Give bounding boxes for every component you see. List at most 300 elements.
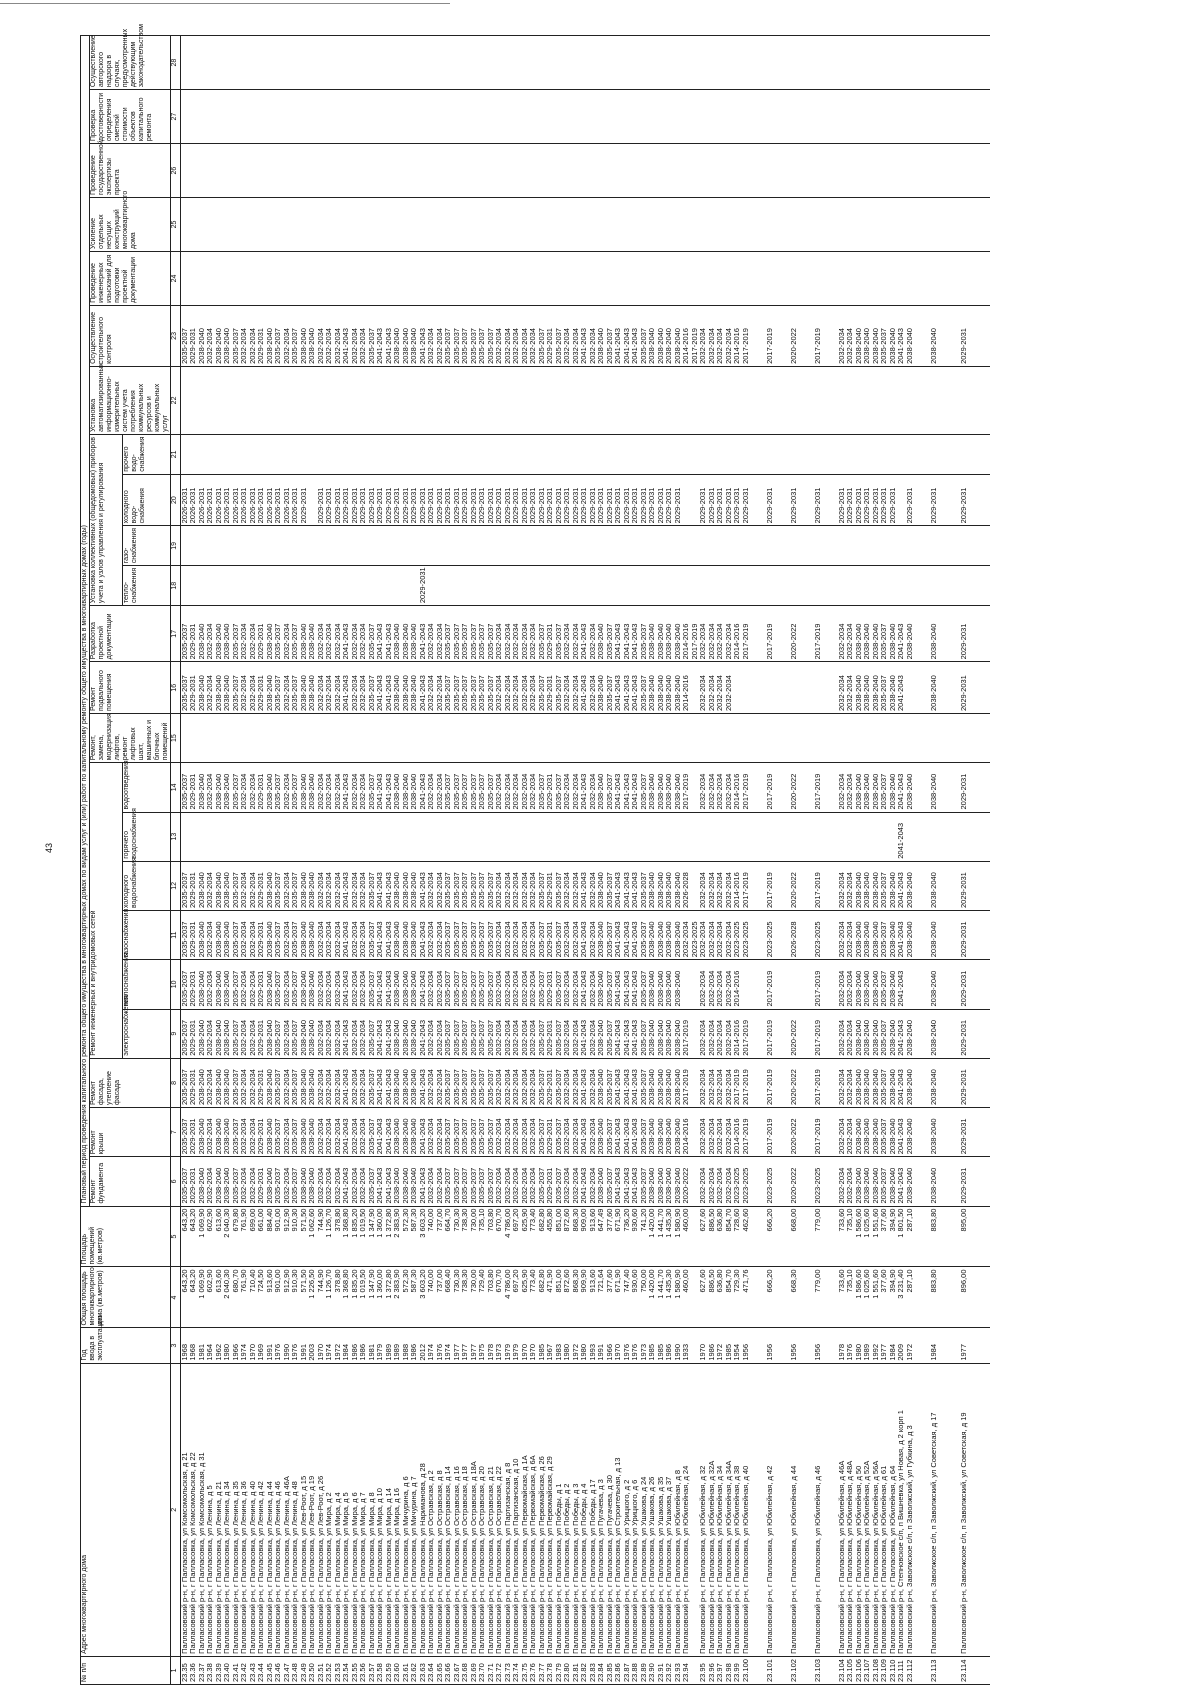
- cell-c9: 2038-2040: [930, 1009, 960, 1058]
- cell-c9: 2035-2037: [478, 1009, 487, 1058]
- cell-c23: 2041-2043: [631, 305, 640, 366]
- cell-a: 287,10: [906, 1267, 930, 1328]
- cell-c18: [266, 566, 275, 606]
- cell-c26: [240, 144, 249, 198]
- cell-c22: [385, 366, 394, 434]
- cell-c22: [725, 366, 734, 434]
- cell-c16: 2029-2031: [546, 662, 555, 714]
- cell-a: 636,80: [716, 1267, 725, 1328]
- cell-c13: [733, 812, 742, 861]
- cell-c17: 2035-2037: [453, 606, 462, 662]
- cell-c17: 2035-2037: [478, 606, 487, 662]
- cell-c25: [427, 198, 436, 252]
- cell-r: 587,30: [410, 1206, 419, 1267]
- cell-n: 23.39: [215, 1656, 224, 1684]
- cell-c27: [623, 90, 632, 144]
- cell-c6: 2023-2025: [733, 1157, 742, 1206]
- cell-c17: 2017-2019: [814, 606, 838, 662]
- cell-c28: [300, 36, 309, 90]
- cell-c8: 2017-2019: [733, 1058, 742, 1107]
- cell-c22: [487, 366, 496, 434]
- cell-c21: [640, 434, 649, 474]
- cell-c24: [368, 251, 377, 305]
- cell-c22: [308, 366, 317, 434]
- cell-c27: [742, 90, 766, 144]
- cell-c18: [478, 566, 487, 606]
- cell-c28: [180, 36, 189, 90]
- cell-c25: [716, 198, 725, 252]
- cell-c21: [257, 434, 266, 474]
- cell-addr: Палласовский р-н, г Палласовка, ул Ленина, д 34: [223, 1363, 232, 1656]
- cell-c26: [665, 144, 674, 198]
- table-row: [283, 36, 292, 1685]
- cell-y: 1966: [232, 1328, 241, 1363]
- cell-c24: [274, 251, 283, 305]
- cell-c24: [889, 251, 898, 305]
- header-meter-gas: газо-снабжения: [122, 526, 170, 566]
- column-number: 26: [171, 144, 181, 198]
- cell-c13: [189, 812, 198, 861]
- cell-c28: [470, 36, 479, 90]
- cell-c10: 2035-2037: [274, 960, 283, 1009]
- cell-c20: 2029-2031: [631, 474, 640, 526]
- cell-c17: 2038-2040: [215, 606, 224, 662]
- cell-c21: [674, 434, 683, 474]
- cell-a: 627,60: [699, 1267, 708, 1328]
- cell-addr: Палласовский р-н, г Палласовка, ул Юбилейная, д 44: [790, 1363, 814, 1656]
- cell-c26: [376, 144, 385, 198]
- cell-y: 1970: [529, 1328, 538, 1363]
- cell-c17: 2035-2037: [444, 606, 453, 662]
- cell-c11: 2029-2031: [546, 911, 555, 960]
- cell-c25: [742, 198, 766, 252]
- cell-c9: 2035-2037: [291, 1009, 300, 1058]
- cell-c25: [300, 198, 309, 252]
- cell-c15: [725, 714, 734, 763]
- cell-c8: 2035-2037: [640, 1058, 649, 1107]
- cell-c13: [572, 812, 581, 861]
- header-meter-cold: холодного водо-снабжения: [122, 474, 170, 526]
- cell-c19: [453, 526, 462, 566]
- cell-c26: [814, 144, 838, 198]
- cell-c10: 2032-2034: [249, 960, 258, 1009]
- cell-c15: [674, 714, 683, 763]
- cell-c9: 2038-2040: [215, 1009, 224, 1058]
- cell-c17: 2035-2037: [538, 606, 547, 662]
- cell-c16: 2032-2034: [589, 662, 598, 714]
- cell-n: 23.59: [385, 1656, 394, 1684]
- cell-c15: [716, 714, 725, 763]
- cell-c25: [180, 198, 189, 252]
- cell-y: 1993: [589, 1328, 598, 1363]
- cell-c8: 2035-2037: [232, 1058, 241, 1107]
- cell-c18: [215, 566, 224, 606]
- cell-c15: [206, 714, 215, 763]
- cell-c23: 2032-2034: [504, 305, 513, 366]
- cell-a: 1 551,60: [872, 1267, 881, 1328]
- cell-c22: [470, 366, 479, 434]
- cell-c12: 2038-2040: [674, 861, 683, 910]
- cell-c13: [325, 812, 334, 861]
- cell-c6: 2038-2040: [657, 1157, 666, 1206]
- cell-y: 1979: [376, 1328, 385, 1363]
- cell-c12: 2038-2040: [300, 861, 309, 910]
- cell-c25: [790, 198, 814, 252]
- cell-c22: [766, 366, 790, 434]
- cell-c11: 2035-2037: [453, 911, 462, 960]
- cell-c10: 2032-2034: [359, 960, 368, 1009]
- cell-c26: [215, 144, 224, 198]
- cell-c28: [766, 36, 790, 90]
- cell-c8: 2038-2040: [889, 1058, 898, 1107]
- cell-r: 741,20: [640, 1206, 649, 1267]
- cell-r: 636,80: [716, 1206, 725, 1267]
- cell-c15: [606, 714, 615, 763]
- cell-c23: 2035-2037: [232, 305, 241, 366]
- cell-c28: [572, 36, 581, 90]
- cell-c28: [232, 36, 241, 90]
- cell-c10: 2032-2034: [495, 960, 504, 1009]
- table-row: [614, 36, 623, 1685]
- cell-n: 23.45: [266, 1656, 275, 1684]
- cell-c6: 2032-2034: [563, 1157, 572, 1206]
- cell-c24: [504, 251, 513, 305]
- cell-c6: 2035-2037: [538, 1157, 547, 1206]
- cell-c6: 2035-2037: [880, 1157, 889, 1206]
- cell-c16: 2032-2034: [699, 662, 708, 714]
- cell-c13: [597, 812, 606, 861]
- cell-c24: [342, 251, 351, 305]
- cell-c23: 2014-2016: [733, 305, 742, 366]
- cell-c19: [385, 526, 394, 566]
- cell-c22: [597, 366, 606, 434]
- cell-c25: [682, 198, 691, 252]
- cell-addr: Палласовский р-н, г Палласовка, ул Юбилейная, д 61: [880, 1363, 889, 1656]
- cell-addr: Палласовский р-н, г Палласовка, ул Юбилейная, д 52А: [863, 1363, 872, 1656]
- cell-c14: 2038-2040: [300, 763, 309, 812]
- cell-r: 1 126,70: [325, 1206, 334, 1267]
- cell-c12: 2038-2040: [665, 861, 674, 910]
- cell-c21: [291, 434, 300, 474]
- cell-c22: [814, 366, 838, 434]
- cell-c16: 2032-2034: [351, 662, 360, 714]
- cell-c19: [580, 526, 589, 566]
- cell-n: 23.63: [419, 1656, 428, 1684]
- cell-c24: [444, 251, 453, 305]
- cell-c23: 2038-2040: [855, 305, 864, 366]
- cell-c12: 2032-2034: [699, 861, 708, 910]
- cell-c20: 2026-2031: [240, 474, 249, 526]
- cell-c28: [512, 36, 521, 90]
- cell-c19: [855, 526, 864, 566]
- cell-c10: 2041-2043: [580, 960, 589, 1009]
- cell-c15: [872, 714, 881, 763]
- cell-c14: 2032-2034: [563, 763, 572, 812]
- cell-y: 1974: [325, 1328, 334, 1363]
- cell-c22: [215, 366, 224, 434]
- cell-addr: Палласовский р-н, г Палласовка, ул Юбилейная, д 46: [814, 1363, 838, 1656]
- cell-c12: 2038-2040: [410, 861, 419, 910]
- cell-c24: [495, 251, 504, 305]
- cell-c19: [359, 526, 368, 566]
- cell-c7: 2035-2037: [880, 1108, 889, 1157]
- cell-c15: [240, 714, 249, 763]
- cell-c8: 2035-2037: [478, 1058, 487, 1107]
- cell-c6: 2020-2022: [790, 1157, 814, 1206]
- cell-c9: 2041-2043: [419, 1009, 428, 1058]
- cell-c8: 2035-2037: [470, 1058, 479, 1107]
- cell-c7: 2035-2037: [538, 1108, 547, 1157]
- cell-c17: 2035-2037: [232, 606, 241, 662]
- cell-c19: [838, 526, 847, 566]
- cell-addr: Палласовский р-н, г Палласовка, ул Остравская, д 21: [487, 1363, 496, 1656]
- cell-c26: [504, 144, 513, 198]
- cell-c15: [589, 714, 598, 763]
- cell-c20: 2029-2031: [708, 474, 717, 526]
- cell-c8: 2032-2034: [699, 1058, 708, 1107]
- cell-c20: 2029-2031: [555, 474, 564, 526]
- cell-c16: 2038-2040: [872, 662, 881, 714]
- cell-a: 886,50: [708, 1267, 717, 1328]
- cell-c11: 2035-2037: [487, 911, 496, 960]
- cell-c18: [283, 566, 292, 606]
- table-row: [223, 36, 232, 1685]
- cell-c28: [325, 36, 334, 90]
- cell-c22: [846, 366, 855, 434]
- cell-c11: 2035-2037: [538, 911, 547, 960]
- cell-c26: [283, 144, 292, 198]
- cell-c14: 2041-2043: [631, 763, 640, 812]
- cell-c16: 2032-2034: [529, 662, 538, 714]
- cell-addr: Палласовский р-н, г Палласовка, ул Юбилейная, д 46А: [838, 1363, 847, 1656]
- cell-c17: 2035-2037: [606, 606, 615, 662]
- cell-n: 23.75: [521, 1656, 530, 1684]
- cell-r: 761,90: [240, 1206, 249, 1267]
- cell-c15: [814, 714, 838, 763]
- cell-c28: [906, 36, 930, 90]
- cell-c25: [308, 198, 317, 252]
- cell-y: 1954: [733, 1328, 742, 1363]
- cell-c27: [189, 90, 198, 144]
- cell-c6: 2032-2034: [427, 1157, 436, 1206]
- cell-c23: 2041-2043: [419, 305, 428, 366]
- cell-c6: 2035-2037: [487, 1157, 496, 1206]
- table-row: [215, 36, 224, 1685]
- cell-c17: 2020-2022: [790, 606, 814, 662]
- cell-c17: 2014-2016: [682, 606, 691, 662]
- cell-c10: [682, 960, 691, 1009]
- cell-c17: 2038-2040: [266, 606, 275, 662]
- cell-c9: 2038-2040: [906, 1009, 930, 1058]
- cell-c12: 2041-2043: [614, 861, 623, 910]
- cell-c12: 2017-2019: [814, 861, 838, 910]
- cell-c15: [790, 714, 814, 763]
- cell-c9: 2041-2043: [580, 1009, 589, 1058]
- cell-n: 23.44: [257, 1656, 266, 1684]
- cell-c25: [880, 198, 889, 252]
- cell-c17: 2038-2040: [308, 606, 317, 662]
- cell-addr: Палласовский р-н, г Палласовка, ул Комсомольская, д 22: [189, 1363, 198, 1656]
- cell-c12: 2038-2040: [657, 861, 666, 910]
- cell-y: 1978: [487, 1328, 496, 1363]
- cell-c14: 2029-2031: [960, 763, 990, 812]
- cell-c16: 2038-2040: [597, 662, 606, 714]
- cell-c6: 2038-2040: [597, 1157, 606, 1206]
- cell-c6: 2041-2043: [580, 1157, 589, 1206]
- cell-c11: 2038-2040: [308, 911, 317, 960]
- cell-y: 1978: [838, 1328, 847, 1363]
- cell-c16: 2035-2037: [880, 662, 889, 714]
- cell-c28: [206, 36, 215, 90]
- cell-c8: 2032-2034: [589, 1058, 598, 1107]
- cell-c12: 2035-2037: [232, 861, 241, 910]
- cell-c6: 2032-2034: [334, 1157, 343, 1206]
- cell-addr: Палласовский р-н, г Палласовка, ул Ленина, д 35: [232, 1363, 241, 1656]
- column-number: 25: [171, 198, 181, 252]
- cell-c15: [385, 714, 394, 763]
- cell-c28: [930, 36, 960, 90]
- cell-c23: 2038-2040: [393, 305, 402, 366]
- table-row: [504, 36, 513, 1685]
- cell-c23: 2038-2040: [648, 305, 657, 366]
- cell-c17: 2032-2034: [351, 606, 360, 662]
- cell-c20: 2029-2031: [427, 474, 436, 526]
- table-row: [266, 36, 275, 1685]
- cell-c15: [487, 714, 496, 763]
- cell-addr: Палласовский р-н, г Палласовка, ул Юбилейная, д 8: [674, 1363, 683, 1656]
- cell-c11: 2038-2040: [223, 911, 232, 960]
- cell-c28: [266, 36, 275, 90]
- cell-c12: 2032-2034: [495, 861, 504, 910]
- cell-c15: [478, 714, 487, 763]
- table-row: [742, 36, 766, 1685]
- cell-c10: 2041-2043: [342, 960, 351, 1009]
- cell-c17: 2035-2037: [880, 606, 889, 662]
- cell-c28: [699, 36, 708, 90]
- cell-r: 735,10: [846, 1206, 855, 1267]
- cell-n: 23.97: [716, 1656, 725, 1684]
- cell-c22: [682, 366, 691, 434]
- cell-c13: [838, 812, 847, 861]
- cell-c23: 2017-2019: [766, 305, 790, 366]
- header-engineering: Ремонт инженерных и внутридомовых сетей: [90, 763, 123, 1059]
- cell-c8: 2032-2034: [838, 1058, 847, 1107]
- cell-c23: 2017-2019: [742, 305, 766, 366]
- table-row: [180, 36, 189, 1685]
- cell-c8: 2035-2037: [368, 1058, 377, 1107]
- header-roof: Ремонт крыши: [90, 1108, 171, 1157]
- cell-c10: 2041-2043: [631, 960, 640, 1009]
- cell-r: 773,40: [529, 1206, 538, 1267]
- cell-c18: [563, 566, 572, 606]
- cell-c11: 2038-2040: [215, 911, 224, 960]
- cell-c21: [846, 434, 855, 474]
- cell-c13: [453, 812, 462, 861]
- cell-c7: 2035-2037: [291, 1108, 300, 1157]
- cell-c9: 2017-2019: [766, 1009, 790, 1058]
- cell-c25: [648, 198, 657, 252]
- cell-c27: [257, 90, 266, 144]
- cell-c17: 2035-2037: [274, 606, 283, 662]
- cell-c11: 2035-2037: [232, 911, 241, 960]
- cell-c9: 2029-2031: [257, 1009, 266, 1058]
- cell-c27: [291, 90, 300, 144]
- cell-c15: [274, 714, 283, 763]
- cell-c6: 2032-2034: [504, 1157, 513, 1206]
- cell-c6: 2032-2034: [325, 1157, 334, 1206]
- cell-c15: [419, 714, 428, 763]
- table-row: [563, 36, 572, 1685]
- header-basement: Ремонт подвального помещения: [90, 662, 171, 714]
- cell-y: 1980: [563, 1328, 572, 1363]
- cell-c12: 2032-2034: [716, 861, 725, 910]
- cell-c24: [232, 251, 241, 305]
- cell-c28: [708, 36, 717, 90]
- cell-c17: 2032-2034: [436, 606, 445, 662]
- cell-c8: 2020-2022: [790, 1058, 814, 1107]
- cell-c14: 2035-2037: [368, 763, 377, 812]
- cell-c13: [266, 812, 275, 861]
- cell-c17: 2035-2037: [180, 606, 189, 662]
- cell-c23: 2038-2040: [665, 305, 674, 366]
- cell-c9: 2017-2019: [682, 1009, 691, 1058]
- cell-c10: 2038-2040: [872, 960, 881, 1009]
- cell-c22: [657, 366, 666, 434]
- cell-y: 1985: [538, 1328, 547, 1363]
- cell-c10: 2029-2031: [257, 960, 266, 1009]
- cell-c25: [504, 198, 513, 252]
- cell-c13: [631, 812, 640, 861]
- cell-c16: 2038-2040: [266, 662, 275, 714]
- cell-c22: [495, 366, 504, 434]
- cell-c15: [880, 714, 889, 763]
- cell-c13: [930, 812, 960, 861]
- cell-c20: 2029-2031: [419, 474, 428, 526]
- cell-c24: [266, 251, 275, 305]
- cell-c11: 2038-2040: [665, 911, 674, 960]
- cell-y: 1984: [930, 1328, 960, 1363]
- cell-c25: [325, 198, 334, 252]
- cell-c8: 2032-2034: [334, 1058, 343, 1107]
- cell-c21: [897, 434, 906, 474]
- cell-addr: Палласовский р-н, г Палласовка, ул Ленина, д 36: [240, 1363, 249, 1656]
- cell-c15: [402, 714, 411, 763]
- cell-c16: 2032-2034: [206, 662, 215, 714]
- cell-c12: 2032-2034: [325, 861, 334, 910]
- cell-a: 738,30: [461, 1267, 470, 1328]
- table-row: [419, 36, 428, 1685]
- cell-y: 1984: [342, 1328, 351, 1363]
- cell-c8: 2038-2040: [308, 1058, 317, 1107]
- cell-c27: [368, 90, 377, 144]
- cell-c12: 2035-2037: [180, 861, 189, 910]
- table-row: [232, 36, 241, 1685]
- cell-c26: [572, 144, 581, 198]
- cell-c7: 2041-2043: [897, 1108, 906, 1157]
- cell-c27: [180, 90, 189, 144]
- cell-a: 1 435,30: [665, 1267, 674, 1328]
- cell-c12: 2017-2019: [742, 861, 766, 910]
- cell-c20: 2029-2031: [872, 474, 881, 526]
- cell-c21: [872, 434, 881, 474]
- cell-c9: 2017-2019: [814, 1009, 838, 1058]
- cell-c6: 2032-2034: [249, 1157, 258, 1206]
- cell-y: 1972: [334, 1328, 343, 1363]
- cell-c9: 2035-2037: [453, 1009, 462, 1058]
- cell-c10: 2041-2043: [376, 960, 385, 1009]
- cell-c13: [427, 812, 436, 861]
- cell-c16: 2032-2034: [436, 662, 445, 714]
